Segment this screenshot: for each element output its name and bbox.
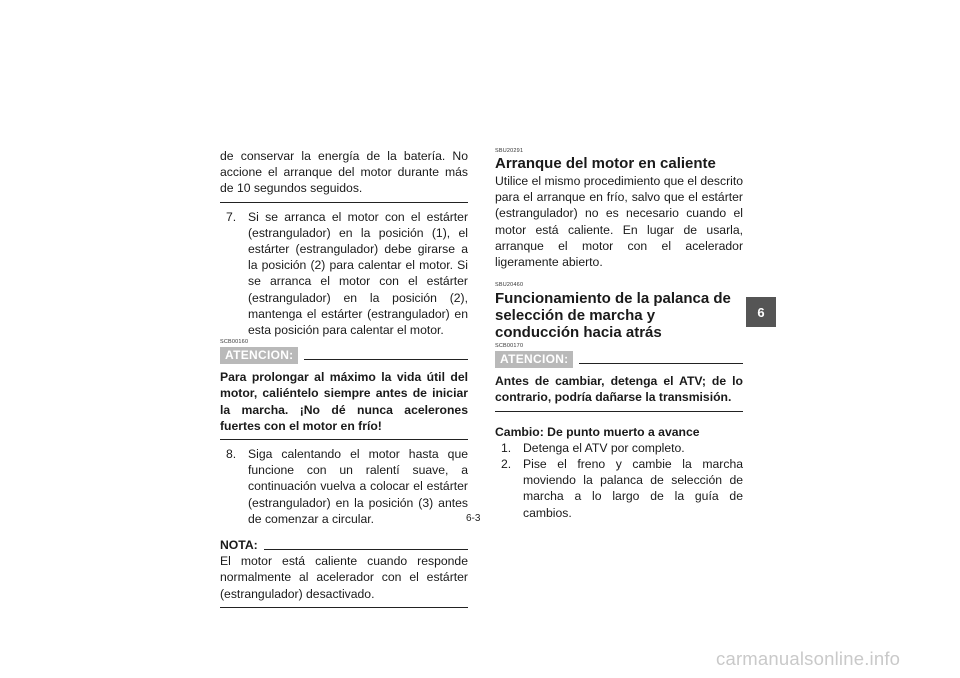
caution-rule xyxy=(304,359,468,360)
note-rule xyxy=(264,549,468,550)
caution-code: SCB00170 xyxy=(495,343,524,350)
section2-title: Funcionamiento de la palanca de selección de marcha y conducción hacia atrás xyxy=(495,290,731,342)
step-text: Siga calentando el motor hasta que funcione con un ralentí suave, a continuación vuelva a colocar el estárter (estrangulador) en la posición (3) antes de comenzar a circular. xyxy=(248,447,468,526)
step-number: 2. xyxy=(501,457,512,472)
caution-text: Antes de cambiar, detenga el ATV; de lo contrario, podría dañarse la transmisión. xyxy=(495,374,743,405)
caution-badge: ATENCION: xyxy=(495,351,573,368)
divider xyxy=(220,202,468,203)
note-label: NOTA: xyxy=(220,538,258,553)
page-number: 6-3 xyxy=(466,513,481,524)
step-text: Si se arranca el motor con el estárter (estrangulador) en la posición (1), el estárter (estrangulador) debe girarse a la posición (2) para calentar el motor. Si se arranca el motor con el estárter (estrangulador) en la posición (2), mantenga el estárter (estrangulador) en esta posición para calentar el motor. xyxy=(248,209,468,338)
caution-badge: ATENCION: xyxy=(220,347,298,364)
intro-paragraph: de conservar la energía de la batería. No accione el arranque del motor durante más de 10 segundos seguidos. xyxy=(220,149,468,196)
note-header xyxy=(220,537,468,553)
left-column xyxy=(220,148,468,614)
divider xyxy=(495,411,743,412)
divider xyxy=(220,607,468,608)
section1-code: SBU20291 xyxy=(495,148,524,154)
step-text: Detenga el ATV por completo. xyxy=(523,440,685,455)
subheading: Cambio: De punto muerto a avance xyxy=(495,424,700,439)
caution-header xyxy=(495,351,743,368)
step-1 xyxy=(501,440,743,456)
step-8 xyxy=(226,446,468,527)
caution-rule xyxy=(579,363,743,364)
step-number: 8. xyxy=(226,447,237,462)
step-7 xyxy=(226,209,468,339)
step-2 xyxy=(501,456,743,521)
caution-code: SCB00160 xyxy=(220,339,249,346)
section1-text: Utilice el mismo procedimiento que el descrito para el arranque en frío, salvo que el estárter (estrangulador) no es necesario cuando el motor está caliente. En lugar de usarla, arranque el motor con el acelerador ligeramente abierto. xyxy=(495,174,743,270)
step-number: 7. xyxy=(226,209,237,224)
divider xyxy=(220,439,468,440)
step-number: 1. xyxy=(501,440,512,455)
watermark: carmanualsonline.info xyxy=(716,648,901,669)
caution-header xyxy=(220,347,468,364)
section1-title: Arranque del motor en caliente xyxy=(495,155,716,172)
chapter-tab: 6 xyxy=(746,297,776,327)
right-column xyxy=(495,148,743,521)
section2-code: SBU20460 xyxy=(495,282,524,289)
caution-text: Para prolongar al máximo la vida útil del motor, caliéntelo siempre antes de iniciar la marcha. ¡No dé nunca acelerones fuertes con el motor en frío! xyxy=(220,370,468,433)
note-text: El motor está caliente cuando responde normalmente al acelerador con el estárter (estrangulador) desactivado. xyxy=(220,554,468,601)
step-text: Pise el freno y cambie la marcha moviendo la palanca de selección de marcha a lo largo de la guía de cambios. xyxy=(523,457,743,520)
